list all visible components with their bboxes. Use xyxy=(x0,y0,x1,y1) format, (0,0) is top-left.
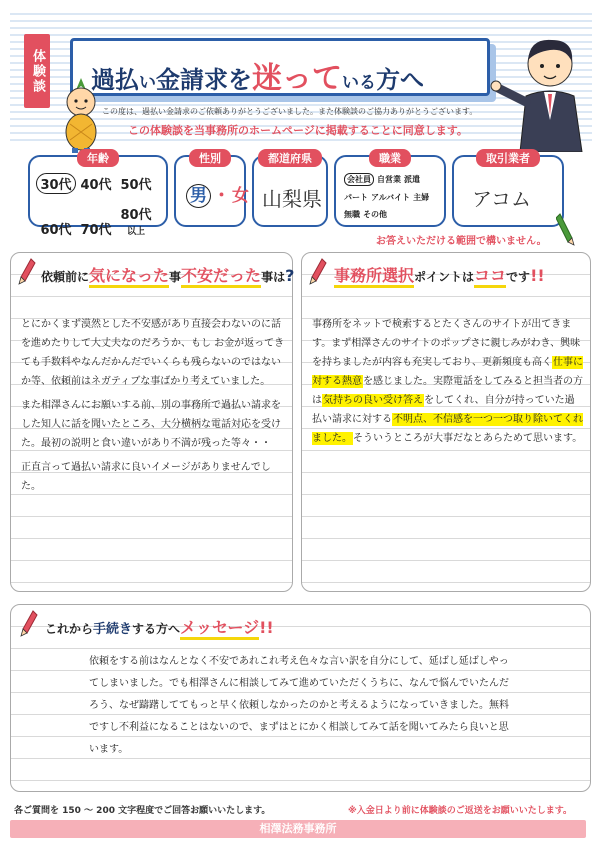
worry-paragraph: とにかくまず漠然とした不安感があり直接会わないのに話を進めたりして大丈夫なのだろうか、もし お金が返ってきても手数料やなんだかんだでいくらも残らないのではないか等、依頼前はネガティブな事ばかり考えていました。 xyxy=(21,319,285,387)
heading-part: これから xyxy=(45,622,94,636)
gender-card xyxy=(174,152,249,227)
occupation-label: 職業 xyxy=(369,149,411,167)
reason-text-part: をしてくれ、自分が持っていた過払い請求に対する xyxy=(312,395,575,425)
age-card xyxy=(28,152,168,238)
age-option[interactable] xyxy=(116,204,156,238)
heading-part: する方へ xyxy=(132,622,181,636)
age-options xyxy=(36,173,164,248)
reason-text-part: 事務所をネットで検索するとたくさんのサイトが出てきます。まず相澤さんのサイトのポップさに親しみがわき、興味を持ちましたが内容も充実しており、更新頻度も高く xyxy=(312,319,581,368)
worry-paragraph: 正直言って過払い請求に良いイメージがありませんでした。 xyxy=(21,462,271,492)
occupation-option[interactable]: 無職 xyxy=(344,210,360,219)
exclamation-mark: !! xyxy=(259,618,274,637)
question-mark: ? xyxy=(285,266,295,285)
occupation-option[interactable]: パート xyxy=(344,193,368,202)
pencil-icon xyxy=(17,257,37,285)
lender-value: アコム xyxy=(472,187,531,211)
answer-range-note: お答えいただける範囲で構いません。 xyxy=(376,236,547,247)
message-panel xyxy=(10,604,591,792)
occupation-option[interactable]: 派遣 xyxy=(404,175,420,184)
occupation-options xyxy=(344,173,444,226)
pineapple-mascot-illustration xyxy=(58,76,104,154)
reason-text-part: を感じました。実際電話をしてみると担当者の方は xyxy=(312,376,583,406)
age-option[interactable]: 70代 xyxy=(80,223,112,238)
age-option[interactable]: 40代 xyxy=(80,178,112,193)
age-label: 年齢 xyxy=(77,149,119,167)
pencil-icon xyxy=(308,257,328,285)
experience-tag: 体験談 xyxy=(24,34,50,108)
reason-highlight: 仕事に対する熱意 xyxy=(312,357,583,387)
title-part: い xyxy=(139,73,156,93)
worry-paragraph: また相澤さんにお願いする前、別の事務所で過払い請求をした知人に話を聞いたところ、大分横柄な電話対応を受けた。最初の説明と食い違いがあり不満が残った等々・・ xyxy=(21,400,281,449)
consent-text: この体験談を当事務所のホームページに掲載することに同意します。 xyxy=(128,124,468,137)
heading-emphasis: 不安だった xyxy=(181,266,261,288)
prefecture-card xyxy=(252,152,328,227)
businessman-illustration xyxy=(490,30,600,152)
gender-label: 性別 xyxy=(189,149,231,167)
title-banner xyxy=(70,38,490,96)
worry-text xyxy=(21,315,287,501)
office-name: 相澤法務事務所 xyxy=(10,820,586,838)
heading-part: 依頼前に xyxy=(41,270,90,284)
answer-length-note: 各ご質問を 150 ～ 200 文字程度でご回答お願いいたします。 xyxy=(14,806,271,816)
reason-heading xyxy=(334,263,545,286)
title-part: いる xyxy=(342,73,376,93)
title-part: 方へ xyxy=(376,66,424,94)
header-area xyxy=(10,8,592,146)
reason-highlight: 気持ちの良い受け答え xyxy=(323,395,423,406)
age-option-label: 80代 xyxy=(120,208,152,223)
reason-panel xyxy=(301,252,591,592)
age-option[interactable]: 60代 xyxy=(40,223,72,238)
age-suffix: 以上 xyxy=(126,227,145,237)
worry-panel xyxy=(10,252,293,592)
reason-text xyxy=(312,315,584,448)
message-text: 依頼をする前はなんとなく不安であれこれ考え色々な言い訳を自分にして、延ばし延ばしやってしまいました。でも相澤さんに相談してみて進めていただくうちに、なんで悩んでいたんだろう、なぜ躊躇しててもっと早く依頼しなかったのかと考えるようになっていきました。無料ですし不利益になることはないので、まずはとにかく相談してみて話を聞いてみたら良いと思います。 xyxy=(89,656,509,755)
occupation-card xyxy=(334,152,446,227)
occupation-option-selected[interactable]: 会社員 xyxy=(344,173,374,186)
heading-emphasis: ココ xyxy=(474,266,506,288)
reason-text-part: そういうところが大事だなとあらためて思います。 xyxy=(353,433,583,444)
reason-highlight: 不明点、不信感を一つ一つ取り除いてくれました。 xyxy=(312,414,583,444)
occupation-option[interactable]: アルバイト xyxy=(371,193,411,202)
thanks-text: この度は、過払い金請求のご依頼ありがとうございました。また体験談のご協力ありがとうございます。 xyxy=(102,107,478,116)
gender-options xyxy=(186,181,249,206)
title-part: 過払 xyxy=(91,66,139,94)
prefecture-label: 都道府県 xyxy=(258,149,322,167)
pencil-icon xyxy=(556,212,580,246)
occupation-option[interactable]: 主婦 xyxy=(413,193,430,202)
lender-label: 取引業者 xyxy=(476,149,540,167)
pencil-icon xyxy=(19,609,39,637)
age-option-selected[interactable]: 30代 xyxy=(36,173,76,194)
heading-part: ポイントは xyxy=(414,270,475,284)
worry-heading xyxy=(41,263,294,286)
prefecture-value: 山梨県 xyxy=(262,187,322,211)
heading-part: 事 xyxy=(169,270,182,284)
gender-female[interactable]: 女 xyxy=(232,186,249,206)
page-title xyxy=(91,53,424,97)
return-deadline-note: ※入金日より前に体験談のご返送をお願いいたします。 xyxy=(348,806,573,816)
occupation-option[interactable]: 自営業 xyxy=(377,175,401,184)
exclamation-mark: !! xyxy=(530,266,545,285)
title-part: 金請求を xyxy=(156,66,252,94)
gender-separator: ・ xyxy=(213,186,230,206)
heading-emphasis: 事務所選択 xyxy=(334,266,414,288)
heading-part: です xyxy=(506,270,531,284)
heading-part: 事は xyxy=(261,270,286,284)
title-emphasis: 迷って xyxy=(252,61,342,96)
gender-male-selected[interactable]: 男 xyxy=(186,184,211,208)
lender-card xyxy=(452,152,564,227)
heading-emphasis: 手続き xyxy=(93,622,133,637)
occupation-option[interactable]: その他 xyxy=(363,210,387,219)
message-heading xyxy=(45,615,274,638)
heading-emphasis: メッセージ xyxy=(180,618,259,640)
heading-emphasis: 気になった xyxy=(89,266,169,288)
age-option[interactable]: 50代 xyxy=(120,178,152,193)
